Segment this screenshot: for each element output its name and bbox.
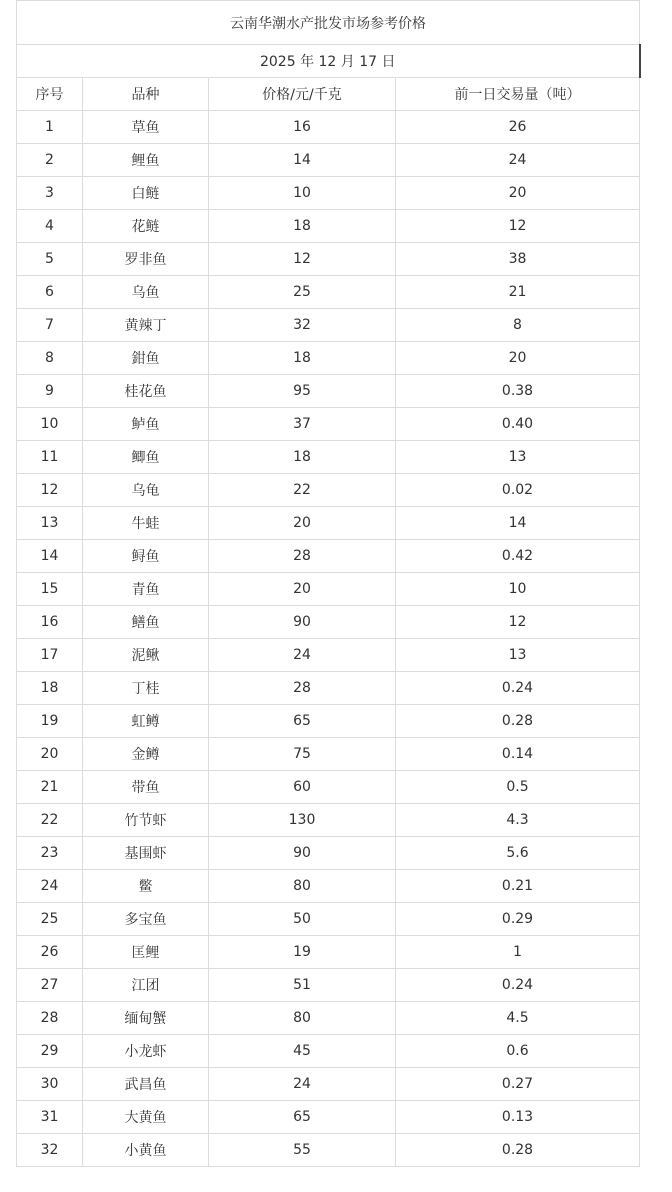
cell-variety: 匡鲤 bbox=[83, 936, 209, 969]
table-row bbox=[17, 1035, 640, 1068]
table-row bbox=[17, 804, 640, 837]
cell-volume: 0.27 bbox=[396, 1068, 640, 1101]
cell-index: 26 bbox=[17, 936, 83, 969]
cell-price: 50 bbox=[209, 903, 396, 936]
cell-index: 9 bbox=[17, 375, 83, 408]
cell-volume: 13 bbox=[396, 639, 640, 672]
cell-index: 5 bbox=[17, 243, 83, 276]
cell-index: 25 bbox=[17, 903, 83, 936]
cell-price: 130 bbox=[209, 804, 396, 837]
cell-volume: 0.02 bbox=[396, 474, 640, 507]
cell-price: 45 bbox=[209, 1035, 396, 1068]
table-row bbox=[17, 375, 640, 408]
column-header-price: 价格/元/千克 bbox=[209, 78, 396, 111]
cell-volume: 0.21 bbox=[396, 870, 640, 903]
cell-price: 90 bbox=[209, 837, 396, 870]
cell-price: 19 bbox=[209, 936, 396, 969]
cell-variety: 青鱼 bbox=[83, 573, 209, 606]
cell-volume: 12 bbox=[396, 210, 640, 243]
cell-index: 27 bbox=[17, 969, 83, 1002]
cell-volume: 4.5 bbox=[396, 1002, 640, 1035]
cell-volume: 0.24 bbox=[396, 672, 640, 705]
cell-variety: 泥鳅 bbox=[83, 639, 209, 672]
table-row bbox=[17, 1068, 640, 1101]
cell-index: 32 bbox=[17, 1134, 83, 1167]
cell-variety: 白鲢 bbox=[83, 177, 209, 210]
cell-variety: 鳖 bbox=[83, 870, 209, 903]
cell-price: 55 bbox=[209, 1134, 396, 1167]
table-body bbox=[17, 1, 640, 1167]
cell-volume: 5.6 bbox=[396, 837, 640, 870]
table-row bbox=[17, 903, 640, 936]
cell-index: 29 bbox=[17, 1035, 83, 1068]
cell-volume: 26 bbox=[396, 111, 640, 144]
cell-volume: 20 bbox=[396, 177, 640, 210]
cell-price: 10 bbox=[209, 177, 396, 210]
cell-volume: 0.6 bbox=[396, 1035, 640, 1068]
cell-variety: 小黄鱼 bbox=[83, 1134, 209, 1167]
cell-volume: 0.14 bbox=[396, 738, 640, 771]
cell-volume: 0.38 bbox=[396, 375, 640, 408]
cell-index: 16 bbox=[17, 606, 83, 639]
cell-volume: 0.42 bbox=[396, 540, 640, 573]
cell-price: 51 bbox=[209, 969, 396, 1002]
table-row bbox=[17, 144, 640, 177]
cell-variety: 乌龟 bbox=[83, 474, 209, 507]
cell-index: 20 bbox=[17, 738, 83, 771]
table-row bbox=[17, 111, 640, 144]
cell-price: 32 bbox=[209, 309, 396, 342]
cell-index: 14 bbox=[17, 540, 83, 573]
table-row bbox=[17, 507, 640, 540]
table-row bbox=[17, 177, 640, 210]
table-row bbox=[17, 771, 640, 804]
cell-variety: 黄辣丁 bbox=[83, 309, 209, 342]
cell-variety: 缅甸蟹 bbox=[83, 1002, 209, 1035]
cell-price: 65 bbox=[209, 1101, 396, 1134]
cell-variety: 金鳟 bbox=[83, 738, 209, 771]
cell-price: 18 bbox=[209, 342, 396, 375]
table-row bbox=[17, 870, 640, 903]
cell-price: 18 bbox=[209, 441, 396, 474]
table-row bbox=[17, 474, 640, 507]
table-row bbox=[17, 639, 640, 672]
column-header-volume: 前一日交易量（吨） bbox=[396, 78, 640, 111]
cell-price: 28 bbox=[209, 540, 396, 573]
cell-price: 80 bbox=[209, 1002, 396, 1035]
cell-index: 12 bbox=[17, 474, 83, 507]
cell-price: 20 bbox=[209, 573, 396, 606]
table-row bbox=[17, 540, 640, 573]
cell-volume: 0.28 bbox=[396, 1134, 640, 1167]
cell-volume: 8 bbox=[396, 309, 640, 342]
cell-variety: 鲫鱼 bbox=[83, 441, 209, 474]
cell-price: 80 bbox=[209, 870, 396, 903]
cell-volume: 0.5 bbox=[396, 771, 640, 804]
table-row bbox=[17, 441, 640, 474]
cell-volume: 24 bbox=[396, 144, 640, 177]
cell-variety: 鲟鱼 bbox=[83, 540, 209, 573]
table-row bbox=[17, 1134, 640, 1167]
cell-variety: 鉗鱼 bbox=[83, 342, 209, 375]
cell-index: 30 bbox=[17, 1068, 83, 1101]
cell-index: 17 bbox=[17, 639, 83, 672]
cell-variety: 江团 bbox=[83, 969, 209, 1002]
table-row bbox=[17, 672, 640, 705]
price-table-container bbox=[16, 0, 639, 1167]
cell-variety: 武昌鱼 bbox=[83, 1068, 209, 1101]
table-row bbox=[17, 309, 640, 342]
cell-price: 65 bbox=[209, 705, 396, 738]
cell-price: 24 bbox=[209, 1068, 396, 1101]
cell-index: 6 bbox=[17, 276, 83, 309]
table-title: 云南华潮水产批发市场参考价格 bbox=[17, 1, 640, 45]
cell-variety: 牛蛙 bbox=[83, 507, 209, 540]
cell-price: 12 bbox=[209, 243, 396, 276]
cell-variety: 鲤鱼 bbox=[83, 144, 209, 177]
table-row bbox=[17, 738, 640, 771]
cell-price: 20 bbox=[209, 507, 396, 540]
cell-index: 7 bbox=[17, 309, 83, 342]
cell-variety: 多宝鱼 bbox=[83, 903, 209, 936]
cell-index: 15 bbox=[17, 573, 83, 606]
cell-variety: 大黄鱼 bbox=[83, 1101, 209, 1134]
cell-price: 22 bbox=[209, 474, 396, 507]
table-row bbox=[17, 837, 640, 870]
cell-variety: 花鲢 bbox=[83, 210, 209, 243]
cell-volume: 4.3 bbox=[396, 804, 640, 837]
table-row bbox=[17, 1101, 640, 1134]
cell-volume: 21 bbox=[396, 276, 640, 309]
cell-price: 24 bbox=[209, 639, 396, 672]
cell-index: 2 bbox=[17, 144, 83, 177]
cell-price: 95 bbox=[209, 375, 396, 408]
cell-price: 75 bbox=[209, 738, 396, 771]
cell-variety: 虹鳟 bbox=[83, 705, 209, 738]
header-row bbox=[17, 78, 640, 111]
cell-index: 22 bbox=[17, 804, 83, 837]
price-table bbox=[16, 0, 641, 1167]
cell-volume: 20 bbox=[396, 342, 640, 375]
table-row bbox=[17, 705, 640, 738]
cell-volume: 0.40 bbox=[396, 408, 640, 441]
cell-price: 28 bbox=[209, 672, 396, 705]
table-row bbox=[17, 342, 640, 375]
cell-index: 1 bbox=[17, 111, 83, 144]
cell-price: 25 bbox=[209, 276, 396, 309]
cell-volume: 0.29 bbox=[396, 903, 640, 936]
cell-index: 18 bbox=[17, 672, 83, 705]
cell-variety: 鳝鱼 bbox=[83, 606, 209, 639]
title-row bbox=[17, 1, 640, 45]
cell-variety: 基围虾 bbox=[83, 837, 209, 870]
cell-volume: 14 bbox=[396, 507, 640, 540]
cell-index: 24 bbox=[17, 870, 83, 903]
cell-volume: 38 bbox=[396, 243, 640, 276]
cell-volume: 0.13 bbox=[396, 1101, 640, 1134]
cell-index: 4 bbox=[17, 210, 83, 243]
table-row bbox=[17, 408, 640, 441]
cell-index: 21 bbox=[17, 771, 83, 804]
table-row bbox=[17, 969, 640, 1002]
table-row bbox=[17, 606, 640, 639]
table-row bbox=[17, 210, 640, 243]
date-row bbox=[17, 45, 640, 78]
cell-index: 28 bbox=[17, 1002, 83, 1035]
table-date: 2025 年 12 月 17 日 bbox=[17, 45, 640, 78]
cell-variety: 罗非鱼 bbox=[83, 243, 209, 276]
cell-variety: 竹节虾 bbox=[83, 804, 209, 837]
cell-index: 8 bbox=[17, 342, 83, 375]
cell-volume: 0.28 bbox=[396, 705, 640, 738]
cell-volume: 0.24 bbox=[396, 969, 640, 1002]
cell-volume: 10 bbox=[396, 573, 640, 606]
cell-index: 13 bbox=[17, 507, 83, 540]
cell-variety: 鲈鱼 bbox=[83, 408, 209, 441]
table-row bbox=[17, 1002, 640, 1035]
cell-price: 90 bbox=[209, 606, 396, 639]
cell-price: 37 bbox=[209, 408, 396, 441]
cell-price: 18 bbox=[209, 210, 396, 243]
cell-price: 14 bbox=[209, 144, 396, 177]
cell-variety: 桂花鱼 bbox=[83, 375, 209, 408]
table-row bbox=[17, 573, 640, 606]
cell-index: 31 bbox=[17, 1101, 83, 1134]
table-row bbox=[17, 276, 640, 309]
cell-volume: 12 bbox=[396, 606, 640, 639]
column-header-index: 序号 bbox=[17, 78, 83, 111]
cell-volume: 1 bbox=[396, 936, 640, 969]
cell-variety: 草鱼 bbox=[83, 111, 209, 144]
cell-volume: 13 bbox=[396, 441, 640, 474]
cell-variety: 乌鱼 bbox=[83, 276, 209, 309]
cell-price: 60 bbox=[209, 771, 396, 804]
cell-index: 23 bbox=[17, 837, 83, 870]
table-row bbox=[17, 936, 640, 969]
cell-index: 19 bbox=[17, 705, 83, 738]
cell-variety: 丁桂 bbox=[83, 672, 209, 705]
cell-variety: 小龙虾 bbox=[83, 1035, 209, 1068]
column-header-variety: 品种 bbox=[83, 78, 209, 111]
cell-variety: 带鱼 bbox=[83, 771, 209, 804]
cell-index: 11 bbox=[17, 441, 83, 474]
table-row bbox=[17, 243, 640, 276]
cell-index: 10 bbox=[17, 408, 83, 441]
cell-index: 3 bbox=[17, 177, 83, 210]
cell-price: 16 bbox=[209, 111, 396, 144]
